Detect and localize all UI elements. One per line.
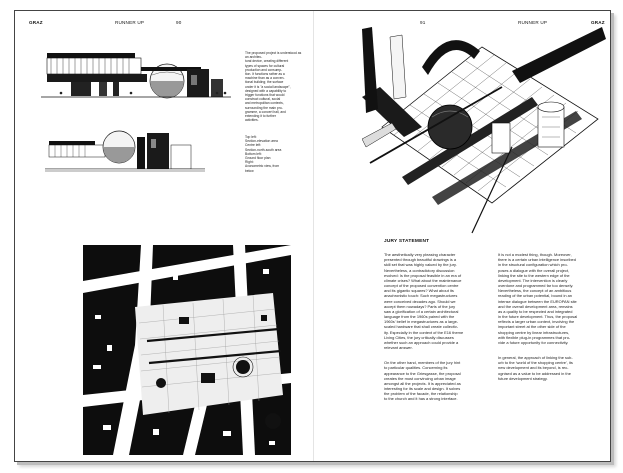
- right-page: [314, 11, 612, 461]
- drawing-list: Top left: Section-elevation area Centre left: Section-north-south area Bottom left: Ground floor plan Right: Axonometric view, from below: [245, 135, 282, 173]
- left-page: [15, 11, 313, 461]
- jury-paragraph: The aesthetically very pleasing character presented through beautiful drawings is a skill set that was highly valued by the jury. Nevertheless, a contradictory discussion evolved: Is the proposal feasible in an era of climate crises? What about the maintenance concept of the proposed convention centre and its gigantic squares? What about its anachronistic touch: Such megastructures were conceived decades ago. Should we accept them nowadays? Parts of the jury saw a glorification of a certain architectural language from the 1960s paired with the 1960s' belief in megastructures as a large- scaled hardware that shall create collectiv- ity. Especially in the context of the E16 theme Living Cities, the jury critically discusses whether such an approach could provide a relevant answer.: [384, 252, 464, 350]
- header-category: RUNNER UP: [518, 20, 548, 25]
- jury-column-2: [498, 247, 608, 391]
- header-city: GRAZ: [591, 20, 605, 25]
- header-page-number: 90: [176, 20, 182, 25]
- jury-column-1: [384, 247, 492, 412]
- header-page-number: 91: [420, 20, 426, 25]
- project-description: The proposed project is understood as an architec- tural device, creating different types of spaces for cultural production and consump- tion. It functions rather as a machine than as a conven- tional building; the surface under it is "a social landscape", designed with a capability to trigger functions that would construct cultural, social and metropolitan contexts, surrounding the main pro- gramme, a concert hall, and extending it to further activities.: [245, 51, 302, 123]
- jury-paragraph: On the other hand, members of the jury hint to particular qualities. Concerning its appearance to the Griesgasse, the proposal creates the most convincing urban image amongst all the projects. It is appreciated as interesting for its scale and design. It solves the problem of the facade, the relationship to the church and it has a strong interface.: [384, 360, 461, 402]
- header-category: RUNNER UP: [115, 20, 145, 25]
- book-spread: [14, 10, 611, 462]
- jury-paragraph: In general, the approach of linking the sub- urb to the 'world of the shopping centre', its new development and its beyond, is rec- ognised as a value to be addressed in the future development strategy.: [498, 355, 573, 381]
- section-elevation-drawing: [41, 47, 231, 105]
- section-north-south-drawing: [45, 127, 205, 177]
- header-city: GRAZ: [29, 20, 43, 25]
- ground-floor-plan: [83, 245, 291, 455]
- jury-statement-title: JURY STATEMENT: [384, 239, 430, 244]
- axonometric-view: [362, 27, 606, 237]
- jury-paragraph: It is not a modest thing, though. Moreover, there is a certain urban intelligence inscribed in the structural configuration which pro- poses a dialogue with the overall project, linking the site to the western edge of the development. The intervention is clearly overdone and programmed far too densely. Nevertheless, the concept of an ambitious reading of the urban potential, bound in an intense dialogue between the EUROPAN site and the overall development area, remains as a quality to be respected and integrated in the future development. Thus, the proposal reflects a larger urban context, involving the important street at the other side of the shopping centre by linear infrastructures, with flexible plug-in programmes that pro- vide a future opportunity for connectivity.: [498, 252, 578, 345]
